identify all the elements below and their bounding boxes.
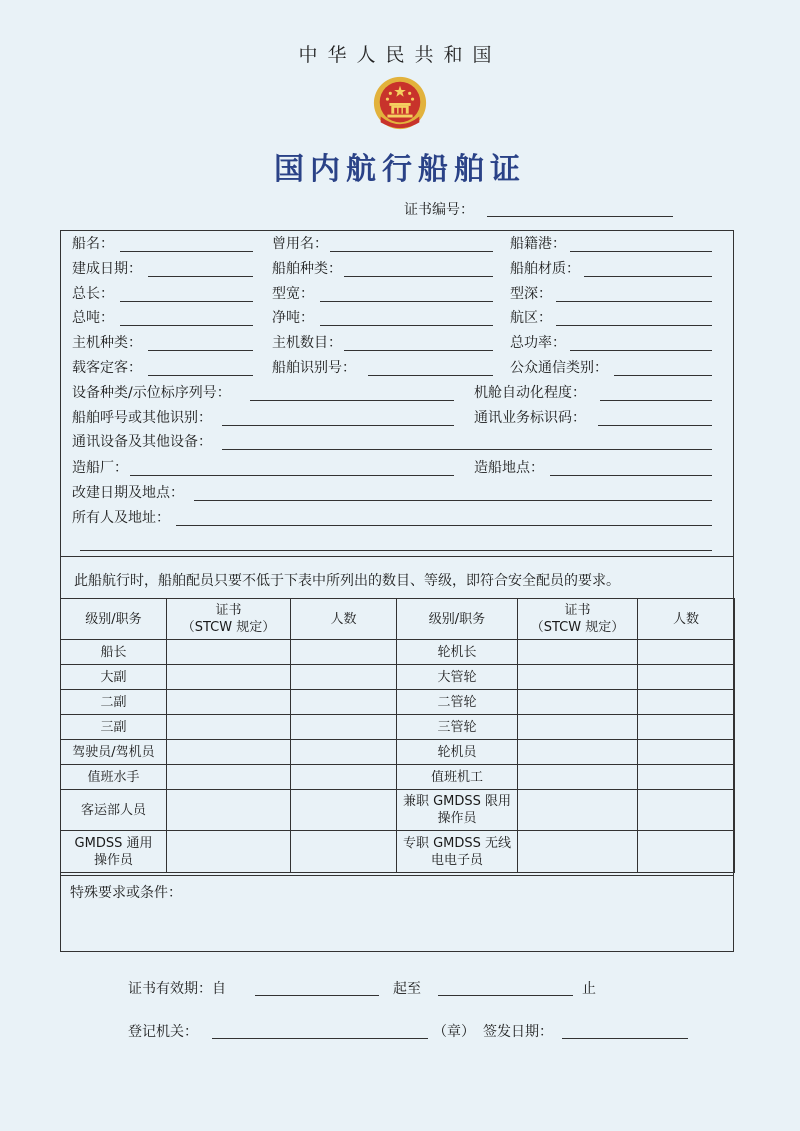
certificate-cell[interactable]	[518, 640, 638, 665]
net-tonnage-label: 净吨：	[272, 310, 314, 326]
certificate-cell[interactable]	[167, 831, 291, 873]
certificate-cell[interactable]	[518, 740, 638, 765]
gross-tonnage-label: 总吨：	[72, 310, 114, 326]
rank-cell: 兼职 GMDSS 限用 操作员	[397, 790, 518, 831]
rank-cell: 驾驶员/驾机员	[61, 740, 167, 765]
build-place-field[interactable]	[550, 475, 712, 476]
main-engine-type-field[interactable]	[148, 350, 253, 351]
certificate-cell[interactable]	[518, 690, 638, 715]
table-row	[61, 690, 735, 715]
count-cell[interactable]	[291, 790, 397, 831]
rank-cell: 轮机员	[397, 740, 518, 765]
certificate-cell[interactable]	[167, 715, 291, 740]
ship-type-label: 船舶种类：	[272, 261, 342, 277]
device-type-serial-label: 设备种类/示位标序列号：	[72, 385, 231, 401]
public-comm-category-field[interactable]	[614, 375, 712, 376]
validity-to-label: 起至	[393, 981, 421, 997]
validity-start-field[interactable]	[255, 995, 379, 996]
certificate-number-field[interactable]	[487, 216, 673, 217]
owner-address-field[interactable]	[176, 525, 712, 526]
count-cell[interactable]	[291, 665, 397, 690]
certificate-header: 证书 （STCW 规定）	[167, 599, 291, 640]
net-tonnage-field[interactable]	[320, 325, 493, 326]
rank-cell: 专职 GMDSS 无线 电电子员	[397, 831, 518, 873]
table-row	[61, 831, 735, 873]
build-date-field[interactable]	[148, 276, 253, 277]
certificate-title: 国内航行船舶证	[274, 152, 526, 187]
rank-cell: 二管轮	[397, 690, 518, 715]
rebuild-date-place-field[interactable]	[194, 500, 712, 501]
divider-line	[60, 875, 734, 876]
certificate-cell[interactable]	[167, 690, 291, 715]
main-engine-count-label: 主机数目：	[272, 335, 342, 351]
seal-label: （章）	[433, 1024, 475, 1040]
engine-automation-field[interactable]	[600, 400, 712, 401]
breadth-label: 型宽：	[272, 286, 314, 302]
build-date-label: 建成日期：	[72, 261, 142, 277]
hull-material-label: 船舶材质：	[510, 261, 580, 277]
count-cell[interactable]	[291, 640, 397, 665]
count-cell[interactable]	[638, 740, 735, 765]
certificate-cell[interactable]	[167, 640, 291, 665]
gross-tonnage-field[interactable]	[120, 325, 253, 326]
certificate-cell[interactable]	[167, 665, 291, 690]
passenger-capacity-label: 载客定客：	[72, 360, 142, 376]
rank-cell: 三管轮	[397, 715, 518, 740]
comm-equipment-label: 通讯设备及其他设备：	[72, 434, 212, 450]
count-cell[interactable]	[638, 765, 735, 790]
count-cell[interactable]	[638, 790, 735, 831]
divider-line	[60, 556, 734, 557]
length-label: 总长：	[72, 286, 114, 302]
rank-cell: 二副	[61, 690, 167, 715]
call-sign-label: 船舶呼号或其他识别：	[72, 410, 212, 426]
port-of-registry-field[interactable]	[570, 251, 712, 252]
table-row	[61, 740, 735, 765]
hull-material-field[interactable]	[584, 276, 712, 277]
comm-service-id-label: 通讯业务标识码：	[474, 410, 586, 426]
certificate-header: 证书 （STCW 规定）	[518, 599, 638, 640]
total-power-field[interactable]	[570, 350, 712, 351]
count-cell[interactable]	[291, 740, 397, 765]
owner-address-label: 所有人及地址：	[72, 510, 170, 526]
rank-cell: GMDSS 通用 操作员	[61, 831, 167, 873]
rank-cell: 大管轮	[397, 665, 518, 690]
certificate-cell[interactable]	[167, 765, 291, 790]
breadth-field[interactable]	[320, 301, 493, 302]
table-row	[61, 765, 735, 790]
rank-header: 级别/职务	[61, 599, 167, 640]
main-engine-type-label: 主机种类：	[72, 335, 142, 351]
total-power-label: 总功率：	[510, 335, 566, 351]
ship-name-label: 船名：	[72, 236, 114, 252]
ship-type-field[interactable]	[344, 276, 493, 277]
rank-header: 级别/职务	[397, 599, 518, 640]
count-cell[interactable]	[291, 765, 397, 790]
certificate-cell[interactable]	[518, 790, 638, 831]
rank-cell: 大副	[61, 665, 167, 690]
table-header-row	[61, 599, 735, 640]
certificate-cell[interactable]	[167, 790, 291, 831]
count-cell[interactable]	[291, 831, 397, 873]
navigation-area-label: 航区：	[510, 310, 552, 326]
count-cell[interactable]	[291, 690, 397, 715]
certificate-cell[interactable]	[518, 831, 638, 873]
certificate-number-label: 证书编号：	[404, 202, 474, 218]
country-name: 中华人民共和国	[298, 44, 502, 66]
public-comm-category-label: 公众通信类别：	[510, 360, 608, 376]
validity-end-label: 止	[582, 981, 596, 997]
validity-label: 证书有效期：自	[128, 981, 226, 997]
registration-authority-label: 登记机关：	[128, 1024, 198, 1040]
count-cell[interactable]	[638, 665, 735, 690]
ship-id-label: 船舶识别号：	[272, 360, 356, 376]
special-requirements-label: 特殊要求或条件：	[70, 885, 182, 901]
shipyard-field[interactable]	[130, 475, 454, 476]
rebuild-date-place-label: 改建日期及地点：	[72, 485, 184, 501]
table-row	[61, 790, 735, 831]
comm-equipment-field[interactable]	[222, 449, 712, 450]
certificate-cell[interactable]	[518, 715, 638, 740]
table-row	[61, 640, 735, 665]
rank-cell: 值班机工	[397, 765, 518, 790]
issue-date-field[interactable]	[562, 1038, 688, 1039]
certificate-cell[interactable]	[518, 665, 638, 690]
registration-authority-field[interactable]	[212, 1038, 428, 1039]
length-field[interactable]	[120, 301, 253, 302]
build-place-label: 造船地点：	[474, 460, 544, 476]
depth-label: 型深：	[510, 286, 552, 302]
rank-cell: 轮机长	[397, 640, 518, 665]
comm-service-id-field[interactable]	[598, 425, 712, 426]
main-engine-count-field[interactable]	[344, 350, 493, 351]
national-emblem-icon	[371, 74, 429, 132]
shipyard-label: 造船厂：	[72, 460, 128, 476]
rank-cell: 船长	[61, 640, 167, 665]
call-sign-field[interactable]	[222, 425, 454, 426]
former-name-label: 曾用名：	[272, 236, 328, 252]
passenger-capacity-field[interactable]	[148, 375, 253, 376]
table-row	[61, 715, 735, 740]
count-cell[interactable]	[291, 715, 397, 740]
count-cell[interactable]	[638, 831, 735, 873]
validity-end-field[interactable]	[438, 995, 573, 996]
count-cell[interactable]	[638, 690, 735, 715]
certificate-cell[interactable]	[518, 765, 638, 790]
depth-field[interactable]	[556, 301, 712, 302]
manning-requirement-text: 此船航行时，船舶配员只要不低于下表中所列出的数目、等级，即符合安全配员的要求。	[74, 573, 620, 589]
ship-id-field[interactable]	[368, 375, 493, 376]
issue-date-label: 签发日期：	[483, 1024, 553, 1040]
navigation-area-field[interactable]	[556, 325, 712, 326]
certificate-cell[interactable]	[167, 740, 291, 765]
ship-name-field[interactable]	[120, 251, 253, 252]
crew-manning-table	[60, 598, 735, 873]
rank-cell: 三副	[61, 715, 167, 740]
owner-address-field-continued[interactable]	[80, 550, 712, 551]
device-type-serial-field[interactable]	[250, 400, 454, 401]
engine-automation-label: 机舱自动化程度：	[474, 385, 586, 401]
rank-cell: 客运部人员	[61, 790, 167, 831]
port-of-registry-label: 船籍港：	[510, 236, 566, 252]
table-row	[61, 665, 735, 690]
count-header: 人数	[638, 599, 735, 640]
rank-cell: 值班水手	[61, 765, 167, 790]
count-cell[interactable]	[638, 715, 735, 740]
count-header: 人数	[291, 599, 397, 640]
count-cell[interactable]	[638, 640, 735, 665]
former-name-field[interactable]	[330, 251, 493, 252]
